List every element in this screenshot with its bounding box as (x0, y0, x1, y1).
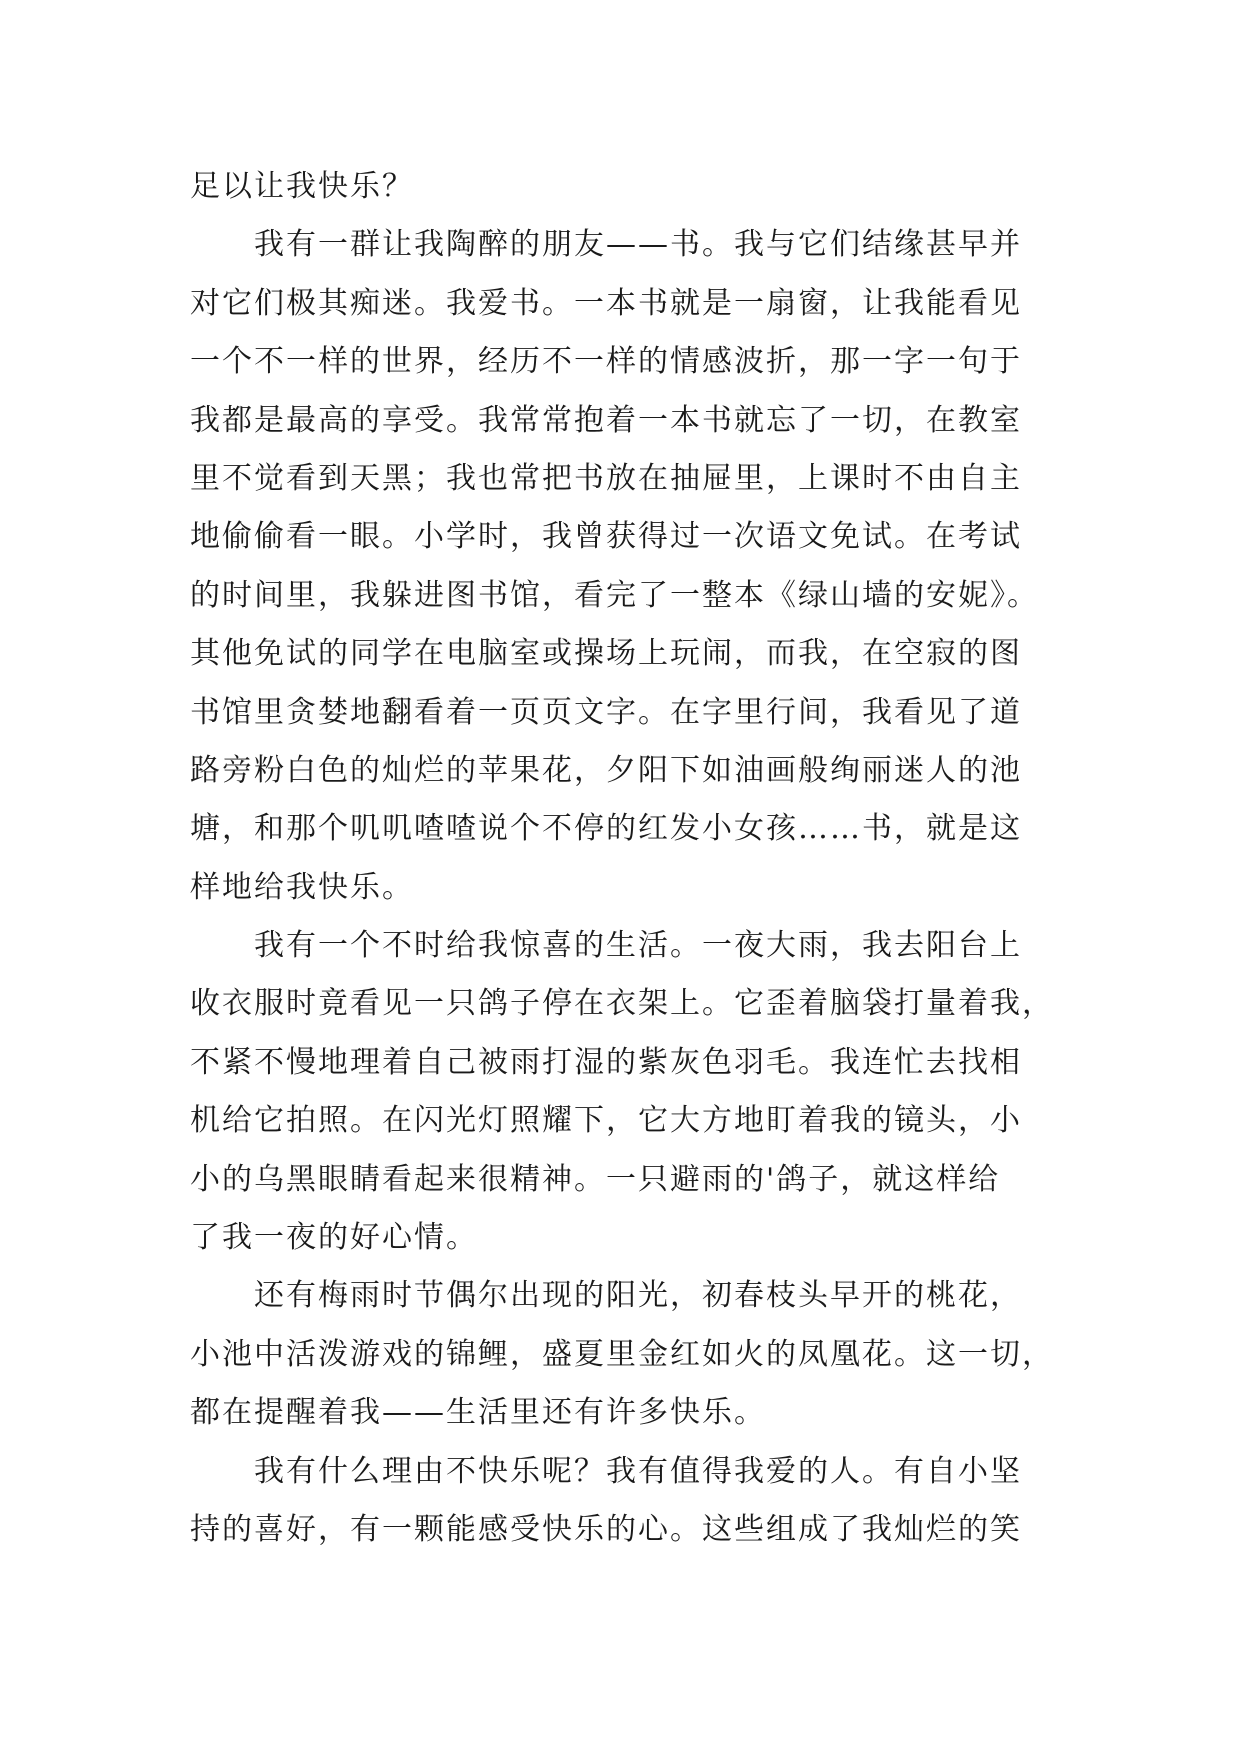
text-line: 的时间里，我躲进图书馆，看完了一整本《绿山墙的安妮》。 (190, 577, 1039, 613)
text-line: 机给它拍照。在闪光灯照耀下，它大方地盯着我的镜头，小 (190, 1103, 1022, 1139)
text-line: 小池中活泼游戏的锦鲤，盛夏里金红如火的凤凰花。这一切， (190, 1336, 1054, 1372)
text-line: 足以让我快乐？ (190, 169, 414, 204)
text-line: 持的喜好，有一颗能感受快乐的心。这些组成了我灿烂的笑 (190, 1511, 1022, 1547)
text-line: 小的乌黑眼睛看起来很精神。一只避雨的'鸽子，就这样给 (190, 1161, 1001, 1197)
text-line: 地偷偷看一眼。小学时，我曾获得过一次语文免试。在考试 (190, 519, 1022, 555)
text-line: 里不觉看到天黑；我也常把书放在抽屉里，上课时不由自主 (190, 460, 1022, 496)
text-line: 还有梅雨时节偶尔出现的阳光，初春枝头早开的桃花， (190, 1278, 1022, 1314)
text-line: 一个不一样的世界，经历不一样的情感波折，那一字一句于 (190, 344, 1022, 380)
text-line: 对它们极其痴迷。我爱书。一本书就是一扇窗，让我能看见 (190, 285, 1022, 321)
text-line: 其他免试的同学在电脑室或操场上玩闹，而我，在空寂的图 (190, 636, 1022, 672)
text-line: 收衣服时竟看见一只鸽子停在衣架上。它歪着脑袋打量着我， (190, 986, 1054, 1022)
text-line: 书馆里贪婪地翻看着一页页文字。在字里行间，我看见了道 (190, 694, 1022, 730)
text-line: 不紧不慢地理着自己被雨打湿的紫灰色羽毛。我连忙去找相 (190, 1044, 1022, 1080)
text-line: 路旁粉白色的灿烂的苹果花，夕阳下如油画般绚丽迷人的池 (190, 752, 1022, 788)
text-line: 都在提醒着我——生活里还有许多快乐。 (190, 1395, 766, 1431)
essay-text (190, 158, 1070, 1559)
text-line: 我都是最高的享受。我常常抱着一本书就忘了一切，在教室 (190, 402, 1022, 438)
text-line: 我有什么理由不快乐呢？我有值得我爱的人。有自小坚 (190, 1453, 1022, 1489)
text-line: 塘，和那个叽叽喳喳说个不停的红发小女孩……书，就是这 (190, 811, 1022, 847)
text-line: 我有一个不时给我惊喜的生活。一夜大雨，我去阳台上 (190, 928, 1022, 964)
text-line: 我有一群让我陶醉的朋友——书。我与它们结缘甚早并 (190, 227, 1022, 263)
text-line: 样地给我快乐。 (190, 869, 414, 905)
text-line: 了我一夜的好心情。 (190, 1220, 478, 1256)
